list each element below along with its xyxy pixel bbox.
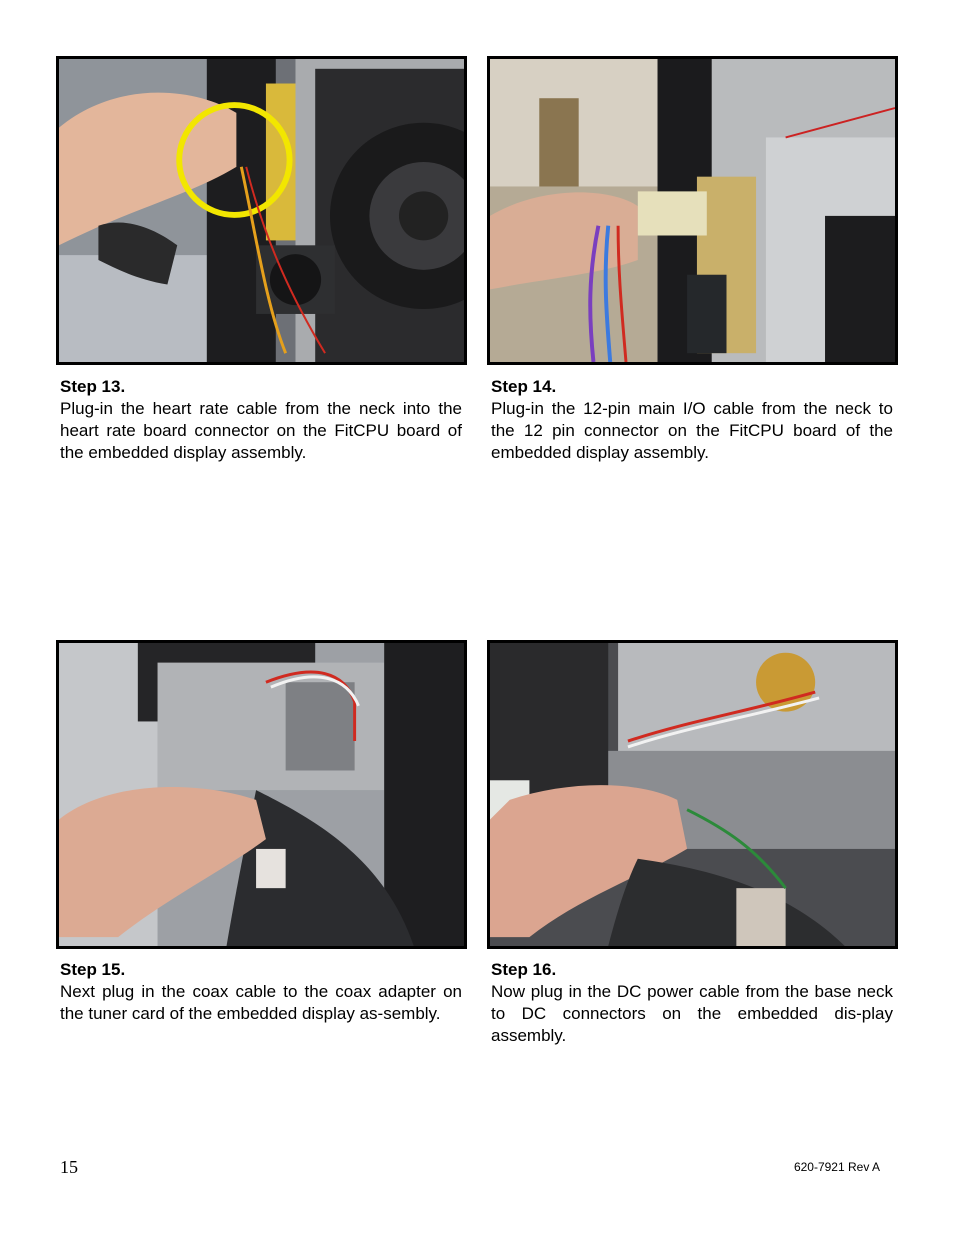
document-code: 620-7921 Rev A bbox=[793, 1160, 880, 1174]
step-description: Plug-in the heart rate cable from the neck into the heart rate board connector on the FitCPU board of the embedded display assembly. bbox=[60, 399, 462, 462]
step-title: Step 13. bbox=[60, 377, 126, 396]
step-13-text bbox=[60, 376, 462, 464]
page-number: 15 bbox=[60, 1157, 78, 1177]
photo-step-15 bbox=[56, 640, 467, 949]
step-title: Step 15. bbox=[60, 960, 126, 979]
photo-step-14 bbox=[487, 56, 898, 365]
step-title: Step 16. bbox=[491, 960, 557, 979]
step-15-text bbox=[60, 959, 462, 1025]
step-description: Now plug in the DC power cable from the base neck to DC connectors on the embedded dis-play assembly. bbox=[491, 982, 893, 1045]
step-14-text bbox=[491, 376, 893, 464]
step-title: Step 14. bbox=[491, 377, 557, 396]
photo-step-16 bbox=[487, 640, 898, 949]
step-description: Next plug in the coax cable to the coax adapter on the tuner card of the embedded display as-sembly. bbox=[60, 982, 462, 1023]
photo-step-13 bbox=[56, 56, 467, 365]
step-description: Plug-in the 12-pin main I/O cable from the neck to the 12 pin connector on the FitCPU board of the embedded display assembly. bbox=[491, 399, 893, 462]
step-16-text bbox=[491, 959, 893, 1047]
